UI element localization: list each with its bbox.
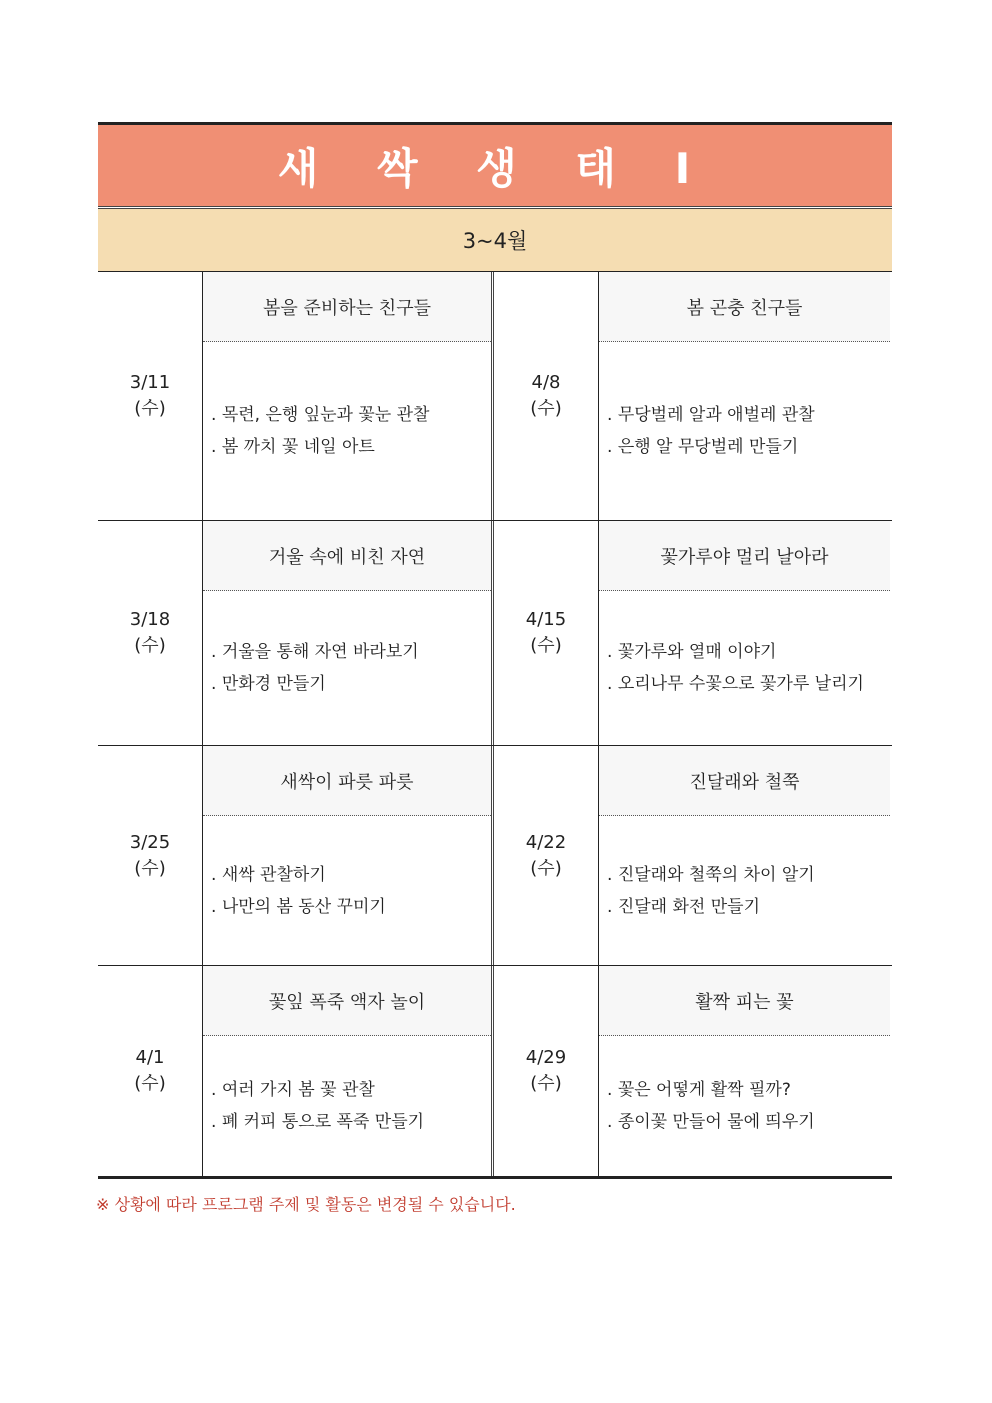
session-date [98, 272, 203, 520]
session-content [599, 746, 890, 965]
session-content [203, 521, 491, 745]
activity-item: . 진달래와 철쭉의 차이 알기 [607, 859, 890, 891]
day-text: (수) [134, 857, 166, 879]
date-text: 4/8 [531, 372, 561, 393]
activity-item: . 종이꽃 만들어 물에 띄우기 [607, 1106, 890, 1138]
day-text: (수) [134, 398, 166, 419]
session-date [494, 521, 599, 745]
session-content [599, 272, 890, 520]
date-text: 4/22 [525, 831, 567, 853]
page-title: 새 싹 생 태 I [98, 122, 892, 206]
table-row [98, 521, 892, 746]
table-row [98, 272, 892, 521]
activity-item: . 봄 까치 꽃 네일 아트 [211, 431, 491, 463]
session-cell [98, 966, 494, 1176]
session-topic: 꽃가루야 멀리 날아라 [599, 521, 890, 591]
session-topic: 활짝 피는 꽃 [599, 966, 890, 1036]
session-content [203, 272, 491, 520]
session-topic: 봄 곤충 친구들 [599, 272, 890, 342]
activity-item: . 목련, 은행 잎눈과 꽃눈 관찰 [211, 399, 491, 431]
date-text: 4/15 [525, 609, 567, 630]
date-text: 4/1 [135, 1047, 165, 1068]
session-date [494, 272, 599, 520]
table-row [98, 966, 892, 1176]
activity-list [203, 816, 491, 965]
activity-item: . 진달래 화전 만들기 [607, 891, 890, 923]
session-cell [494, 521, 890, 745]
date-text: 3/18 [129, 609, 171, 630]
activity-item: . 나만의 봄 동산 꾸미기 [211, 891, 491, 923]
session-date [98, 521, 203, 745]
session-cell [494, 746, 890, 965]
date-text: 3/25 [129, 831, 171, 853]
activity-list [203, 591, 491, 745]
session-content [599, 521, 890, 745]
session-topic: 거울 속에 비친 자연 [203, 521, 491, 591]
session-cell [98, 746, 494, 965]
day-text: (수) [530, 857, 562, 879]
activity-item: . 만화경 만들기 [211, 668, 491, 700]
session-cell [494, 272, 890, 520]
activity-list [599, 816, 890, 965]
session-cell [494, 966, 890, 1176]
schedule-sheet [98, 122, 892, 1179]
session-topic: 꽃잎 폭죽 액자 놀이 [203, 966, 491, 1036]
day-text: (수) [530, 635, 562, 656]
month-header: 3~4월 [98, 209, 892, 271]
session-date [494, 966, 599, 1176]
activity-item: . 여러 가지 봄 꽃 관찰 [211, 1074, 491, 1106]
activity-list [599, 1036, 890, 1176]
activity-list [203, 1036, 491, 1176]
session-topic: 진달래와 철쭉 [599, 746, 890, 816]
day-text: (수) [134, 1073, 166, 1094]
session-date [98, 746, 203, 965]
session-cell [98, 521, 494, 745]
session-date [98, 966, 203, 1176]
session-content [203, 746, 491, 965]
session-cell [98, 272, 494, 520]
session-topic: 새싹이 파릇 파릇 [203, 746, 491, 816]
session-date [494, 746, 599, 965]
schedule-table [98, 271, 892, 1179]
activity-item: . 은행 알 무당벌레 만들기 [607, 431, 890, 463]
day-text: (수) [530, 398, 562, 419]
date-text: 4/29 [525, 1047, 567, 1068]
activity-list [599, 591, 890, 745]
day-text: (수) [530, 1073, 562, 1094]
activity-item: . 새싹 관찰하기 [211, 859, 491, 891]
activity-list [203, 342, 491, 520]
activity-item: . 꽃가루와 열매 이야기 [607, 636, 890, 668]
footnote: ※ 상황에 따라 프로그램 주제 및 활동은 변경될 수 있습니다. [96, 1195, 516, 1214]
table-row [98, 746, 892, 966]
activity-item: . 오리나무 수꽃으로 꽃가루 날리기 [607, 668, 890, 700]
activity-list [599, 342, 890, 520]
day-text: (수) [134, 635, 166, 656]
activity-item: . 꽃은 어떻게 활짝 필까? [607, 1074, 890, 1106]
session-topic: 봄을 준비하는 친구들 [203, 272, 491, 342]
session-content [599, 966, 890, 1176]
date-text: 3/11 [129, 372, 171, 393]
activity-item: . 폐 커피 통으로 폭죽 만들기 [211, 1106, 491, 1138]
activity-item: . 무당벌레 알과 애벌레 관찰 [607, 399, 890, 431]
activity-item: . 거울을 통해 자연 바라보기 [211, 636, 491, 668]
session-content [203, 966, 491, 1176]
